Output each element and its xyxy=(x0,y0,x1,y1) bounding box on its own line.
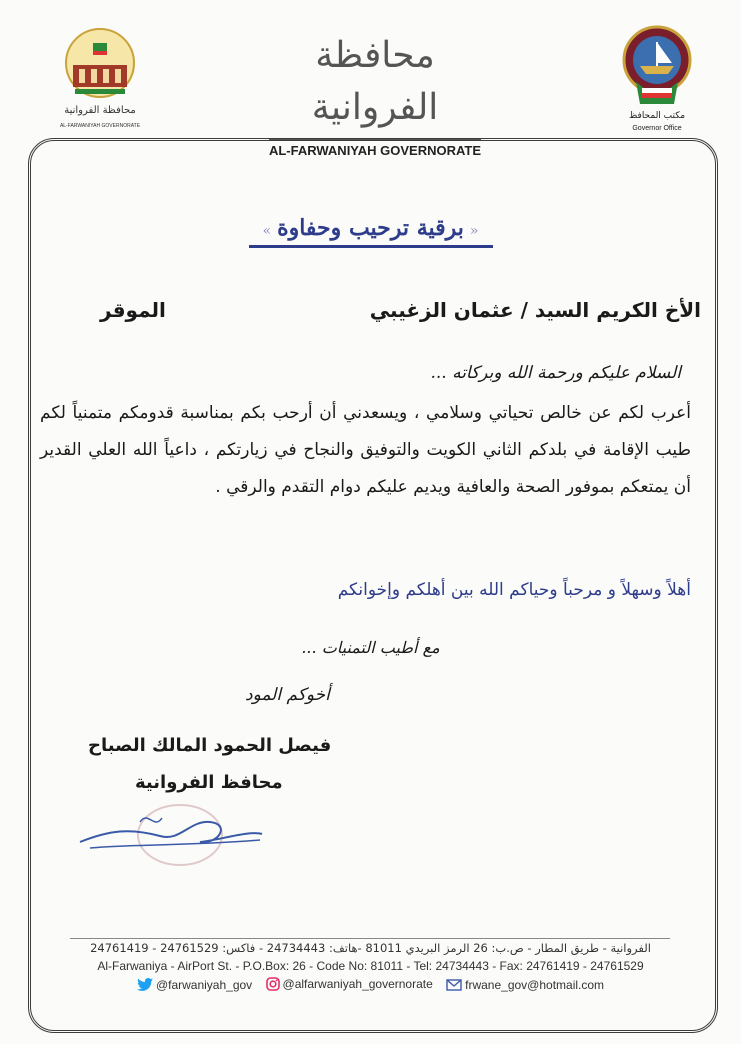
svg-text:AL-FARWANIYAH GOVERNORATE: AL-FARWANIYAH GOVERNORATE xyxy=(59,123,141,129)
recipient-name: الأخ الكريم السيد / عثمان الزغيبي xyxy=(369,298,701,322)
twitter-handle: @farwaniyah_gov xyxy=(155,977,253,992)
footer-address-en: Al-Farwaniya - AirPort St. - P.O.Box: 26 - Code No: 81011 - Tel: 24734443 - Fax: 24761419 - 24761529 xyxy=(97,959,644,973)
governorate-title-en: AL-FARWANIYAH GOVERNORATE xyxy=(269,138,481,158)
governorate-title-ar: محافظة الفروانية xyxy=(311,35,439,128)
footer-address-ar: الفروانية - طريق المطار - ص.ب: 26 الرمز البريدي 81011 -هاتف: 24734443 - فاكس: 24761529 - 24761419 xyxy=(90,941,651,955)
email-icon xyxy=(446,979,462,991)
signer-title: محافظ الفروانية xyxy=(135,772,283,793)
svg-text:محافظة الفروانية: محافظة الفروانية xyxy=(64,105,136,116)
twitter-icon xyxy=(137,978,153,991)
kuwait-emblem-logo xyxy=(612,22,702,137)
instagram-handle: @alfarwaniyah_governorate xyxy=(282,977,433,991)
welcome-line: أهلاً وسهلاً و مرحباً وحياكم الله بين أهلكم وإخوانكم xyxy=(337,580,691,600)
best-wishes: مع أطيب التمنيات ... xyxy=(301,638,440,657)
recipient-honorific: الموقر xyxy=(100,298,166,322)
letter-body: أعرب لكم عن خالص تحياتي وسلامي ، ويسعدني أن أرحب بكم بمناسبة قدومكم متمنياً لكم طيب الإقامة في بلدكم الثاني الكويت والتوفيق والنجاح في زيارتكم ، داعياً الله العلي القدير أن يمتعكم بموفور الصحة والعافية ويديم عليكم دوام التقدم والرقي . xyxy=(40,403,691,497)
governorate-title xyxy=(260,30,490,158)
email-address: frwane_gov@hotmail.com xyxy=(465,978,605,992)
twitter-contact[interactable] xyxy=(137,976,252,994)
instagram-contact[interactable] xyxy=(266,975,433,993)
email-contact[interactable] xyxy=(446,976,604,994)
footer-divider xyxy=(70,938,670,939)
farwaniyah-building-logo xyxy=(55,25,145,135)
recipient-line xyxy=(40,298,701,322)
letter-footer xyxy=(0,940,741,996)
svg-text:مكتب المحافظ: مكتب المحافظ xyxy=(628,111,686,121)
footer-contacts xyxy=(0,975,741,996)
signer-name: فيصل الحمود المالك الصباح xyxy=(88,735,332,756)
letter-title: «برقية ترحيب وحفاوة» xyxy=(249,215,493,248)
greeting: السلام عليكم ورحمة الله وبركاته ... xyxy=(430,363,681,383)
instagram-icon xyxy=(266,977,280,991)
letterhead xyxy=(0,0,741,158)
closing-phrase: أخوكم المود xyxy=(245,685,330,705)
letter-title-wrap xyxy=(0,215,741,248)
signature-stamp xyxy=(70,800,270,880)
svg-text:Governor Office: Governor Office xyxy=(632,125,682,132)
